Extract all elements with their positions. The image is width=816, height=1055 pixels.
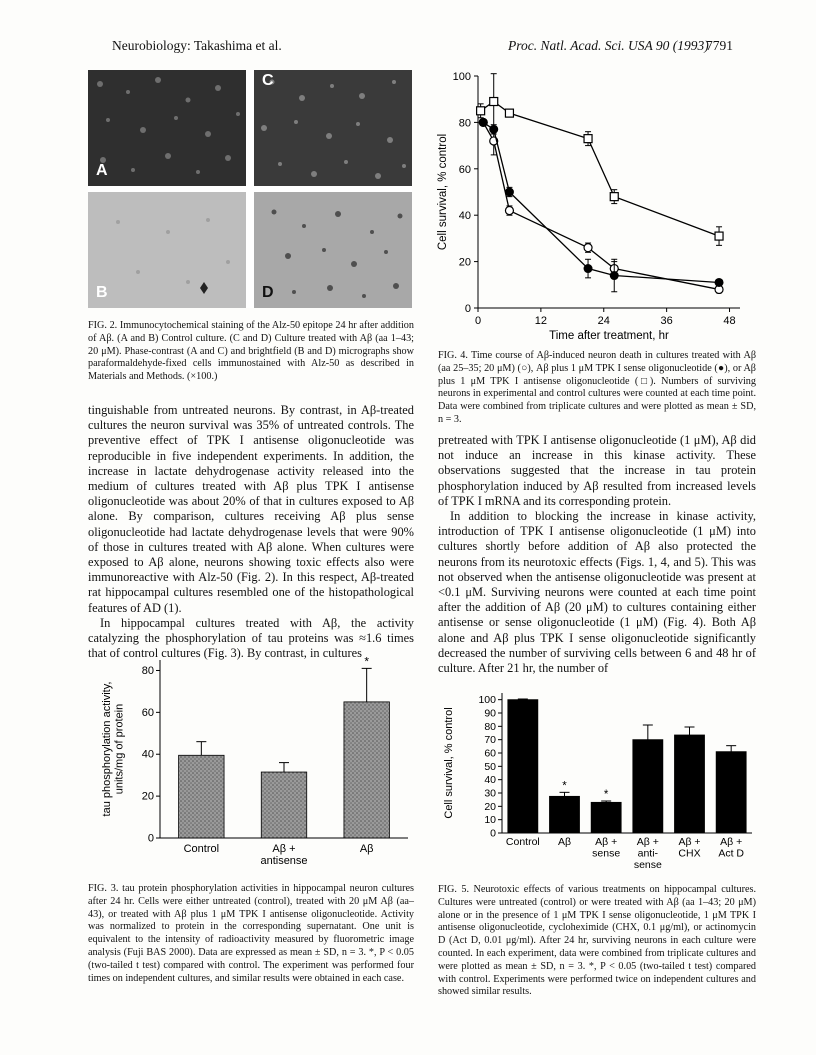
fig4-caption: FIG. 4. Time course of Aβ-induced neuron death in cultures treated with Aβ (aa 25–35; 20 μM) (○), Aβ plus 1 μM TPK I sense oligonucleotide (●), or Aβ plus 1 μM TPK I antisense oligonucleotide (□). Numbers of surviving neurons in experimental and control cultures were counted at each time point. Data were combined from triplicate cultures and were plotted as mean ± SD, n = 3.: [438, 350, 756, 425]
bar: [675, 735, 705, 833]
page-number: 7791: [706, 38, 733, 53]
data-point-square: [715, 232, 723, 240]
x-tick-label: 48: [723, 315, 736, 327]
y-tick-label: 20: [141, 790, 154, 803]
fig2-panel-c: [254, 70, 412, 186]
data-point-open-circle: [505, 207, 513, 215]
y-tick-label: 80: [458, 117, 471, 130]
bar: [179, 755, 224, 838]
y-tick-label: 30: [484, 787, 496, 800]
y-axis-label: tau phosphorylation activity,units/mg of protein: [101, 681, 126, 817]
category-label: Aβ + sense: [592, 836, 621, 860]
y-tick-label: 90: [484, 707, 496, 720]
y-tick-label: 10: [484, 814, 496, 827]
fig2-panel-b-texture: [88, 192, 246, 308]
left-column-text: [88, 403, 414, 661]
bar: [633, 740, 663, 833]
fig2-panel-d: [254, 192, 412, 308]
fig2-panel-d-label: D: [262, 284, 274, 301]
fig2-panel-a: [88, 70, 246, 186]
y-axis-label: Cell survival, % control: [437, 133, 449, 251]
data-point-square: [584, 135, 592, 143]
series-line: [483, 122, 719, 289]
fig2-panel-b: [88, 192, 246, 308]
y-tick-label: 20: [458, 256, 471, 269]
data-point-square: [490, 98, 498, 106]
fig2-micrograph-grid: [88, 70, 412, 308]
fig3-caption: FIG. 3. tau protein phosphorylation activities in hippocampal neuron cultures after 24 hr. Cells were either untreated (control), treated with 20 μM Aβ (aa–43), or treated with Aβ plus 1 μM TPK I antisense oligonucleotide. Activity was normalized to protein in the corresponding supernatant. One unit is equivalent to the intensity of radioactivity measured by fluorometric image analysis (Fuji BAS 2000). Data are expressed as mean ± SD, n = 3. *, P < 0.05 (two-tailed t test) compared with control. The experiment was performed four times on independent cultures, and similar results were obtained in each case.: [88, 883, 414, 984]
data-point-filled-circle: [610, 272, 618, 280]
data-point-open-circle: [584, 244, 592, 252]
y-tick-label: 60: [458, 163, 471, 176]
bar: [591, 802, 621, 833]
x-tick-label: 12: [534, 315, 548, 327]
category-label: Aβ + Act D: [718, 836, 745, 860]
data-point-square: [477, 107, 485, 115]
x-tick-label: 0: [474, 315, 482, 327]
fig2-panel-a-texture: [88, 70, 246, 186]
data-point-square: [505, 109, 513, 117]
data-point-filled-circle: [584, 265, 592, 273]
data-point-filled-circle: [715, 278, 723, 286]
significance-marker: *: [603, 789, 609, 801]
category-label: Control: [505, 836, 540, 848]
category-label: Aβ: [557, 836, 572, 848]
fig5-bar-chart: [438, 685, 756, 877]
running-header-journal: Proc. Natl. Acad. Sci. USA 90 (1993): [508, 38, 709, 53]
fig3-bar-chart: [88, 648, 414, 870]
significance-marker: *: [364, 654, 370, 669]
fig2-panel-a-label: A: [96, 162, 108, 179]
category-label: Aβ + anti-sense: [633, 836, 662, 872]
fig2-panel-d-texture: [254, 192, 412, 308]
y-tick-label: 100: [452, 71, 471, 83]
series-line: [481, 102, 719, 237]
bar: [508, 700, 538, 833]
fig2-panel-b-label: B: [96, 284, 108, 301]
fig2-panel-c-label: C: [262, 72, 274, 89]
left-paragraph-2: In hippocampal cultures treated with Aβ, the activity catalyzing the phosphorylation of tau proteins was ≈1.6 times that of control cultures (Fig. 3). By contrast, in cultures: [88, 615, 414, 661]
y-tick-label: 50: [484, 760, 496, 773]
y-tick-label: 20: [484, 800, 496, 813]
y-tick-label: 40: [458, 210, 471, 223]
fig2-panel-c-texture: [254, 70, 412, 186]
y-tick-label: 0: [464, 303, 471, 315]
y-tick-label: 0: [147, 832, 154, 845]
y-tick-label: 40: [484, 774, 496, 787]
y-tick-label: 0: [490, 827, 496, 840]
data-point-square: [610, 193, 618, 201]
fig2-caption: FIG. 2. Immunocytochemical staining of the Alz-50 epitope 24 hr after addition of Aβ. (A and B) Control culture. (C and D) Culture treated with Aβ (aa 1–43; 20 μM). Phase-contrast (A and C) and brightfield (B and D) micrographs show paraformaldehyde-fixed cells immunostained with Alz-50 as described in Materials and Methods. (×100.): [88, 320, 414, 383]
fig5-caption: FIG. 5. Neurotoxic effects of various treatments on hippocampal cultures. Cultures were untreated (control) or were treated with Aβ (aa 1–43; 20 μM) alone or in the presence of 1 μM TPK I sense oligonucleotide, 1 μM TPK I antisense oligonucleotide, cycloheximide (CHX, 0.1 μg/ml), or actinomycin D (Act D, 0.01 μg/ml). After 24 hr, surviving neurons in each culture were counted. In each experiment, data were combined from triplicate cultures and were plotted as mean ± SD, n = 3. *, P < 0.05 (two-tailed t test) compared with control. Experiments were performed twice on independent cultures and showed similar results.: [438, 884, 756, 998]
x-tick-label: 36: [660, 315, 673, 327]
y-axis-label: Cell survival, % control: [443, 707, 455, 819]
significance-marker: *: [562, 780, 567, 793]
x-axis-label: Time after treatment, hr: [549, 330, 669, 342]
category-label: Aβ + CHX: [678, 836, 701, 860]
x-tick-label: 24: [597, 315, 610, 327]
data-point-filled-circle: [479, 118, 487, 126]
fig4-line-chart: [432, 66, 752, 344]
y-tick-label: 40: [141, 748, 154, 761]
y-tick-label: 60: [484, 747, 496, 760]
bar: [716, 752, 746, 833]
right-column-text: [438, 433, 756, 676]
category-label: Aβ: [359, 843, 374, 855]
y-tick-label: 60: [141, 706, 154, 719]
y-tick-label: 100: [478, 694, 496, 707]
running-header-authors: Neurobiology: Takashima et al.: [112, 38, 282, 53]
y-tick-label: 70: [484, 734, 496, 747]
data-point-filled-circle: [505, 188, 513, 196]
bar: [344, 702, 389, 838]
y-tick-label: 80: [141, 664, 154, 677]
y-tick-label: 80: [484, 720, 496, 733]
bar: [550, 796, 580, 833]
right-paragraph-2: In addition to blocking the increase in kinase activity, introduction of TPK I antisense oligonucleotide (1 μM) into cultures shortly before addition of Aβ also protected the neurons from its neurotoxic effects (Figs. 1, 4, and 5). This was not observed when the antisense oligonucleotide was present at <0.1 μM. Surviving neurons were counted at each time point after the addition of Aβ (20 μM) to cultures containing either antisense or sense oligonucleotide (1 μM) (Fig. 4). Both Aβ alone and Aβ plus TPK I sense oligonucleotide significantly decreased the number of surviving cells between 6 and 48 hr of culture. After 21 hr, the number of: [438, 509, 756, 676]
category-label: Control: [183, 843, 220, 855]
category-label: Aβ + antisense: [260, 843, 308, 868]
right-paragraph-1: pretreated with TPK I antisense oligonucleotide (1 μM), Aβ did not induce an increase in this kinase activity. These observations suggested that the increase in tau protein phosphorylation induced by Aβ resulted from increased levels of TPK I mRNA and its corresponding protein.: [438, 433, 756, 508]
left-paragraph-1: tinguishable from untreated neurons. By contrast, in Aβ-treated cultures the neuron survival was 35% of untreated controls. The preventive effect of TPK I antisense oligonucleotide was reproducible in five independent experiments. In addition, the increase in lactate dehydrogenase activity released into the medium of cultures treated with Aβ plus TPK I antisense oligonucleotide was about 20% of that in cultures exposed to Aβ alone. By comparison, cultures receiving Aβ plus sense oligonucleotide had lactate dehydrogenase levels that were 90% of those in cultures treated with Aβ alone. When cultures were exposed to Aβ alone, neurons showing toxic effects also were immunoreactive with Alz-50 (Fig. 2). In this respect, Aβ-treated rat hippocampal cultures resembled one of the histopathological features of AD (1).: [88, 403, 414, 615]
bar: [261, 772, 306, 838]
